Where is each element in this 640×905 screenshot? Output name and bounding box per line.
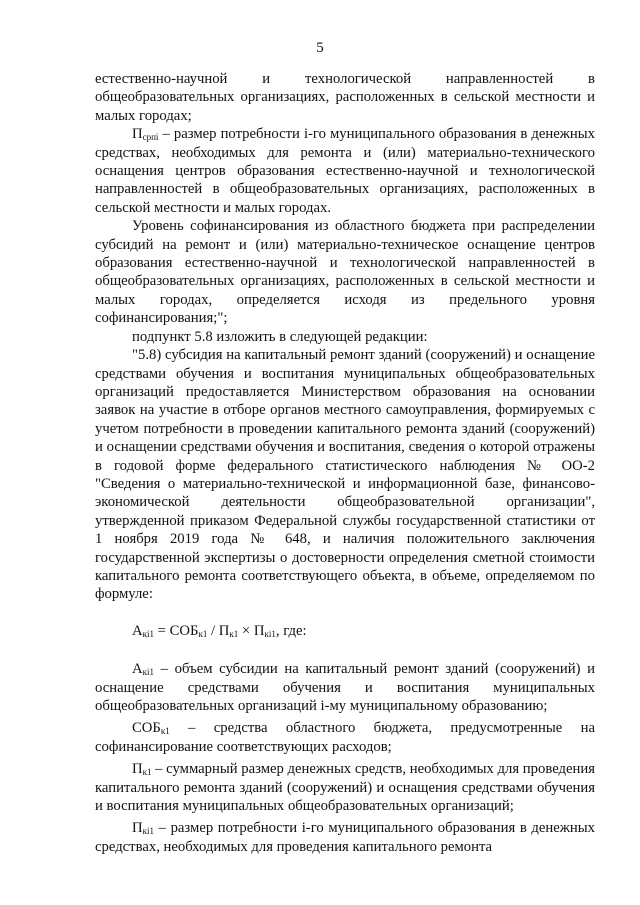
symbol-subscript: к1: [142, 767, 152, 778]
formula-sob-sub: к1: [198, 628, 208, 639]
definition-p-k1: [95, 760, 595, 815]
definition-text: – объем субсидии на капитальный ремонт зданий (сооружений) и оснащение средствами обучения и воспитания муниципальных общеобразовательных организаций i-му муниципальному образованию;: [95, 661, 595, 714]
symbol: П: [132, 820, 143, 837]
paragraph-subclause-5-8: "5.8) субсидия на капитальный ремонт зданий (сооружений) и оснащение средствами обучения и воспитания муниципальных общеобразовательных организаций предоставляется Министерством образования на основании заявок на участие в отборе органов местного самоуправления, формируемых с учетом потребности в проведении капитального ремонта зданий (сооружений) и оснащении средствами обучения и воспитания, сведения о которой отражены в годовой форме федерального статистического наблюдения № ОО-2 "Сведения о материально-технической и информационной базе, финансово-экономической деятельности общеобразовательной организации", утвержденной приказом Федеральной службы государственной статистики от 1 ноября 2019 года № 648, и наличия положительного заключения государственной экспертизы о достоверности определения сметной стоимости капитального ремонта соответствующего объекта, в объеме, определяемом по формуле:: [95, 347, 595, 603]
paragraph-subclause-intro: подпункт 5.8 изложить в следующей редакции:: [132, 328, 428, 345]
formula-a-sub: кі1: [142, 628, 154, 639]
symbol-subscript: кі1: [142, 826, 154, 837]
symbol: П: [132, 126, 143, 143]
page-number: 5: [316, 40, 324, 56]
formula-tail: , где:: [275, 622, 307, 639]
paragraph-cofinancing-level: Уровень софинансирования из областного бюджета при распределении субсидий на ремонт и (или) материально-техническое оснащение центров образования естественно-научной и технологической направленностей в общеобразовательных организациях, расположенных в сельской местности и малых городах, определяется исходя из предельного уровня софинансирования;";: [95, 218, 595, 327]
symbol-subscript: к1: [160, 726, 170, 737]
formula-p: / П: [207, 622, 230, 639]
definition-sob-k1: [95, 719, 595, 756]
symbol: СОБ: [132, 720, 161, 737]
formula: [95, 622, 595, 640]
definition-p-ki1: [95, 819, 595, 856]
definition-a-ki1: [95, 660, 595, 715]
formula-p-sub: к1: [229, 628, 239, 639]
definition-text: – суммарный размер денежных средств, необходимых для проведения капитального ремонта зданий (сооружений) и оснащения средствами обучения и воспитания муниципальных общеобразовательных организаций;: [95, 761, 595, 815]
definition-p-srpi: [95, 125, 595, 217]
formula-pi-sub: кі1: [264, 628, 276, 639]
definition-text: – размер потребности i-го муниципального образования в денежных средствах, необходимых для проведения капитального ремонта: [95, 820, 595, 855]
formula-a: А: [132, 622, 143, 639]
definition-text: – размер потребности i-го муниципального образования в денежных средствах, необходимых для ремонта и (или) материально-технического оснащения центров образования естественно-научной и технологической направленностей в общеобразовательных организациях, расположенных в сельской местности и малых городах.: [95, 126, 595, 216]
symbol: А: [132, 661, 143, 678]
definition-text: – средства областного бюджета, предусмотренные на софинансирование соответствующих расходов;: [95, 720, 595, 755]
symbol-subscript: кі1: [142, 667, 154, 678]
formula-pi: × П: [238, 622, 265, 639]
paragraph-continuation: естественно-научной и технологической направленностей в общеобразовательных организациях, расположенных в сельской местности и малых городах;: [95, 71, 595, 124]
document-body: [95, 70, 595, 856]
symbol: П: [132, 761, 143, 778]
symbol-subscript: српі: [142, 132, 159, 143]
formula-sob: = СОБ: [153, 622, 199, 639]
